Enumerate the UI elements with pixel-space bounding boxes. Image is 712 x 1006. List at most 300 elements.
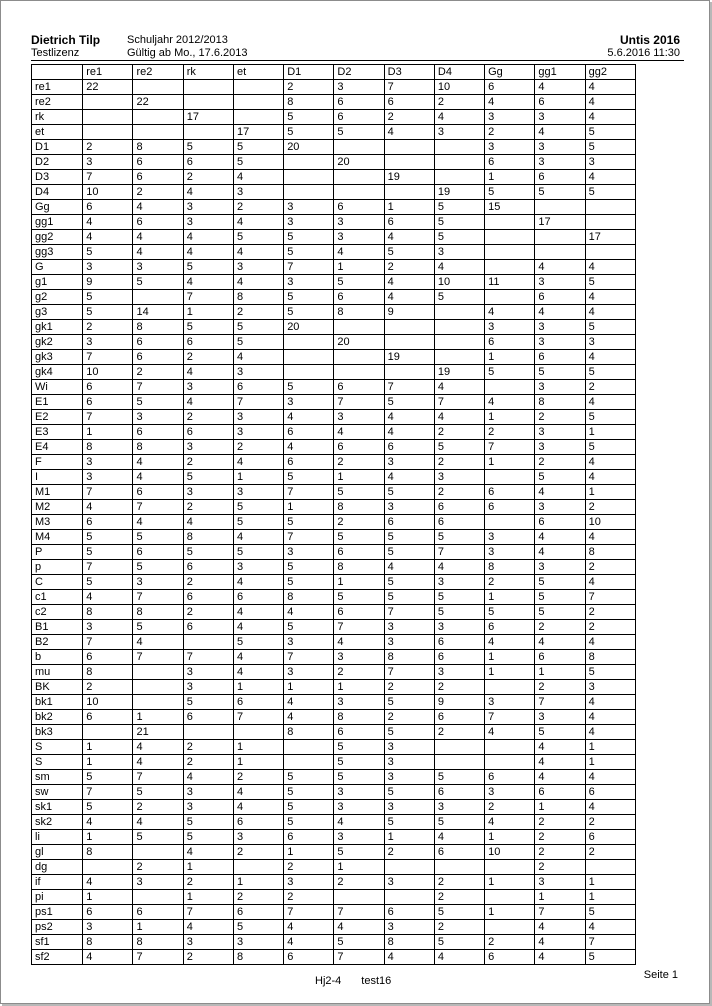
table-cell: 7 [183,905,233,920]
row-label: gk3 [32,350,83,365]
table-cell: 6 [183,560,233,575]
table-cell: 7 [83,350,133,365]
table-cell [485,740,535,755]
table-cell: 4 [233,455,283,470]
table-cell: 5 [233,500,283,515]
table-cell: 3 [384,500,434,515]
table-cell: 3 [434,620,484,635]
row-label: gg3 [32,245,83,260]
table-cell: 4 [535,770,585,785]
row-label: D2 [32,155,83,170]
table-cell: 6 [485,485,535,500]
table-cell: 7 [284,485,334,500]
row-label: bk1 [32,695,83,710]
table-cell: 2 [83,680,133,695]
table-cell: 4 [83,590,133,605]
table-cell: 7 [83,410,133,425]
table-cell: 2 [133,860,183,875]
table-cell: 4 [183,770,233,785]
table-row [32,635,636,650]
table-cell: 3 [535,140,585,155]
table-cell: 3 [233,410,283,425]
table-cell: 10 [83,365,133,380]
table-cell: 5 [485,605,535,620]
row-label: p [32,560,83,575]
table-cell: 3 [535,335,585,350]
table-cell: 5 [585,275,635,290]
table-cell: 3 [434,575,484,590]
table-cell: 3 [384,920,434,935]
table-cell [284,755,334,770]
table-cell: 3 [284,275,334,290]
table-cell: 4 [384,230,434,245]
row-label: bk2 [32,710,83,725]
table-cell: 2 [434,95,484,110]
table-cell: 4 [83,215,133,230]
table-cell: 8 [334,305,384,320]
table-cell: 1 [284,845,334,860]
table-cell: 6 [133,155,183,170]
table-cell [133,890,183,905]
table-cell: 3 [485,530,535,545]
table-cell: 1 [585,740,635,755]
table-cell: 3 [535,875,585,890]
table-cell [284,335,334,350]
table-row [32,125,636,140]
table-cell: 4 [585,725,635,740]
table-cell: 3 [183,800,233,815]
table-cell: 4 [384,470,434,485]
table-cell: 4 [233,575,283,590]
row-label: C [32,575,83,590]
table-cell: 5 [133,275,183,290]
table-cell: 3 [334,650,384,665]
table-cell [133,125,183,140]
table-cell: 4 [535,485,585,500]
table-cell: 4 [183,365,233,380]
table-row [32,620,636,635]
table-cell: 2 [535,815,585,830]
table-cell: 5 [83,305,133,320]
column-header: gg1 [535,65,585,80]
table-cell: 7 [384,380,434,395]
table-cell: 6 [284,455,334,470]
table-cell: 5 [284,290,334,305]
row-label: E1 [32,395,83,410]
table-cell: 5 [434,905,484,920]
table-cell: 5 [384,695,434,710]
row-label: c1 [32,590,83,605]
table-row [32,485,636,500]
table-cell: 4 [485,95,535,110]
row-label: g2 [32,290,83,305]
table-cell: 5 [233,335,283,350]
table-cell [485,380,535,395]
table-row [32,455,636,470]
table-cell: 3 [384,740,434,755]
table-cell [434,335,484,350]
table-row [32,695,636,710]
table-cell: 6 [183,590,233,605]
table-cell: 8 [133,935,183,950]
table-cell: 4 [83,500,133,515]
row-label: sw [32,785,83,800]
table-cell: 3 [334,215,384,230]
table-body [32,80,636,965]
table-cell: 6 [183,155,233,170]
table-cell: 4 [585,95,635,110]
table-cell: 1 [233,680,283,695]
table-cell: 1 [83,425,133,440]
table-cell: 3 [133,875,183,890]
table-cell: 8 [585,650,635,665]
table-row [32,605,636,620]
table-cell: 4 [434,110,484,125]
table-cell: 5 [485,365,535,380]
table-cell: 7 [133,770,183,785]
table-cell: 1 [233,875,283,890]
table-cell: 5 [585,905,635,920]
table-cell: 4 [384,410,434,425]
table-cell [384,140,434,155]
table-cell: 3 [535,425,585,440]
table-cell: 5 [183,320,233,335]
table-cell: 1 [535,800,585,815]
column-header: re1 [83,65,133,80]
table-cell: 5 [485,185,535,200]
table-cell: 5 [434,290,484,305]
table-cell: 4 [334,245,384,260]
table-row [32,770,636,785]
table-cell: 6 [183,710,233,725]
row-label: sk1 [32,800,83,815]
table-cell: 4 [434,950,484,965]
table-cell [233,860,283,875]
table-cell: 2 [334,665,384,680]
table-cell: 6 [284,425,334,440]
table-row [32,320,636,335]
table-cell: 5 [334,740,384,755]
table-cell: 2 [334,515,384,530]
table-row [32,515,636,530]
table-cell: 20 [334,335,384,350]
table-cell: 5 [284,245,334,260]
table-cell: 3 [334,410,384,425]
table-cell: 5 [535,470,585,485]
table-cell: 1 [334,575,384,590]
table-cell: 5 [233,635,283,650]
table-row [32,680,636,695]
table-cell: 1 [83,755,133,770]
table-cell: 2 [133,800,183,815]
table-cell: 6 [535,95,585,110]
table-cell: 1 [485,875,535,890]
table-cell: 5 [284,305,334,320]
table-cell: 1 [485,410,535,425]
table-cell [133,845,183,860]
table-row [32,95,636,110]
table-cell [485,755,535,770]
table-cell: 4 [535,755,585,770]
table-cell: 3 [585,155,635,170]
table-cell: 6 [434,635,484,650]
table-cell: 2 [83,140,133,155]
table-cell: 5 [434,770,484,785]
table-cell: 3 [535,500,585,515]
table-cell: 2 [183,410,233,425]
table-cell: 6 [485,770,535,785]
table-cell: 5 [434,200,484,215]
table-cell: 6 [133,545,183,560]
table-cell: 3 [485,320,535,335]
table-cell: 1 [233,755,283,770]
table-cell: 3 [535,110,585,125]
table-cell: 4 [585,110,635,125]
table-cell: 6 [284,830,334,845]
table-cell [585,200,635,215]
table-row [32,950,636,965]
table-cell: 2 [233,305,283,320]
table-cell: 5 [585,140,635,155]
row-label: I [32,470,83,485]
table-cell: 4 [585,635,635,650]
table-cell: 6 [485,950,535,965]
table-row [32,275,636,290]
table-cell: 3 [535,560,585,575]
table-row [32,215,636,230]
table-cell: 4 [83,815,133,830]
table-cell: 1 [284,500,334,515]
table-cell [434,755,484,770]
table-cell: 5 [334,485,384,500]
table-cell [183,95,233,110]
table-cell: 1 [334,860,384,875]
table-cell: 3 [585,680,635,695]
table-cell: 6 [133,485,183,500]
table-cell: 6 [434,650,484,665]
table-cell: 4 [183,845,233,860]
row-label: E2 [32,410,83,425]
table-cell [334,140,384,155]
table-cell [83,860,133,875]
table-cell: 8 [83,440,133,455]
row-label: sk2 [32,815,83,830]
table-cell: 5 [334,590,384,605]
table-cell [485,860,535,875]
table-cell: 4 [133,200,183,215]
table-cell [485,890,535,905]
table-cell: 2 [384,110,434,125]
table-cell [284,740,334,755]
table-cell [133,80,183,95]
table-cell: 5 [83,245,133,260]
row-label: sf1 [32,935,83,950]
table-cell: 3 [183,215,233,230]
table-cell: 2 [485,935,535,950]
table-cell: 4 [284,935,334,950]
table-cell: 5 [585,185,635,200]
table-cell: 4 [535,545,585,560]
table-cell: 1 [485,650,535,665]
table-cell [83,95,133,110]
row-label: re1 [32,80,83,95]
table-cell: 5 [334,770,384,785]
table-row [32,740,636,755]
table-cell: 3 [83,920,133,935]
table-cell: 4 [233,620,283,635]
table-cell: 1 [384,830,434,845]
table-row [32,335,636,350]
table-cell: 7 [334,395,384,410]
table-cell: 5 [284,620,334,635]
table-row [32,815,636,830]
table-cell: 7 [384,80,434,95]
table-cell: 2 [535,620,585,635]
table-cell: 5 [334,935,384,950]
table-cell: 4 [133,740,183,755]
table-cell: 3 [434,245,484,260]
row-label: P [32,545,83,560]
table-cell: 1 [233,740,283,755]
table-cell: 7 [183,650,233,665]
table-cell: 5 [384,590,434,605]
table-cell: 6 [334,605,384,620]
table-cell: 3 [83,335,133,350]
column-header: Gg [485,65,535,80]
table-cell: 6 [83,515,133,530]
table-cell: 4 [535,530,585,545]
table-cell [133,290,183,305]
table-cell: 4 [384,560,434,575]
table-cell: 2 [384,680,434,695]
table-cell: 4 [384,425,434,440]
table-cell: 4 [384,290,434,305]
table-cell: 10 [434,275,484,290]
table-cell: 7 [284,650,334,665]
row-label: sf2 [32,950,83,965]
table-cell: 6 [384,440,434,455]
table-cell: 8 [133,320,183,335]
table-cell: 4 [284,695,334,710]
table-cell: 3 [434,470,484,485]
table-cell: 1 [334,260,384,275]
table-cell: 4 [585,80,635,95]
table-cell: 6 [434,710,484,725]
table-cell: 5 [133,620,183,635]
table-row [32,170,636,185]
table-cell [133,110,183,125]
table-cell: 6 [233,695,283,710]
row-label: S [32,755,83,770]
table-cell: 5 [384,575,434,590]
table-cell: 6 [485,620,535,635]
table-cell: 2 [183,740,233,755]
table-cell: 3 [485,545,535,560]
table-cell: 3 [384,620,434,635]
table-row [32,935,636,950]
table-cell [434,155,484,170]
table-cell: 7 [284,530,334,545]
column-header: re2 [133,65,183,80]
table-cell: 4 [133,515,183,530]
table-cell: 7 [133,500,183,515]
row-label: Wi [32,380,83,395]
table-cell: 4 [233,350,283,365]
table-cell: 4 [83,230,133,245]
table-cell: 3 [233,185,283,200]
app-name: Untis 2016 [619,33,680,47]
table-cell: 2 [535,680,585,695]
license-label: Testlizenz [31,47,80,59]
table-cell: 5 [334,530,384,545]
table-cell: 2 [183,170,233,185]
table-cell: 3 [183,935,233,950]
table-cell: 7 [334,950,384,965]
table-cell: 7 [83,485,133,500]
table-cell [535,245,585,260]
page-number: Seite 1 [643,969,678,981]
table-cell: 4 [183,185,233,200]
table-cell: 5 [284,785,334,800]
table-cell: 5 [183,260,233,275]
table-cell: 1 [133,710,183,725]
table-row [32,650,636,665]
table-cell: 4 [485,725,535,740]
table-cell [384,185,434,200]
table-cell: 3 [284,395,334,410]
table-cell: 4 [585,470,635,485]
table-cell: 2 [284,890,334,905]
table-cell: 2 [585,815,635,830]
table-cell: 6 [83,200,133,215]
table-cell: 21 [133,725,183,740]
row-label: M4 [32,530,83,545]
table-cell: 2 [233,200,283,215]
table-cell: 4 [334,635,384,650]
table-cell: 3 [133,410,183,425]
table-cell: 3 [183,680,233,695]
row-label: S [32,740,83,755]
table-cell: 3 [83,260,133,275]
table-cell: 5 [535,725,585,740]
table-cell: 6 [535,650,585,665]
table-cell [434,170,484,185]
table-cell: 7 [334,620,384,635]
row-label: gg2 [32,230,83,245]
table-cell [284,155,334,170]
table-cell: 3 [183,380,233,395]
table-cell: 4 [133,755,183,770]
table-cell: 4 [183,515,233,530]
school-year: Schuljahr 2012/2013 [127,34,228,46]
table-cell: 3 [334,80,384,95]
table-cell: 5 [434,935,484,950]
row-label: c2 [32,605,83,620]
table-cell: 3 [233,365,283,380]
table-cell: 5 [233,140,283,155]
table-cell: 4 [83,875,133,890]
corner-cell [32,65,83,80]
table-cell: 5 [183,470,233,485]
table-cell: 3 [183,665,233,680]
row-label: gk2 [32,335,83,350]
row-label: M3 [32,515,83,530]
table-cell: 8 [133,440,183,455]
table-cell: 4 [334,425,384,440]
table-cell: 5 [434,590,484,605]
table-cell: 7 [83,785,133,800]
table-cell: 2 [183,455,233,470]
